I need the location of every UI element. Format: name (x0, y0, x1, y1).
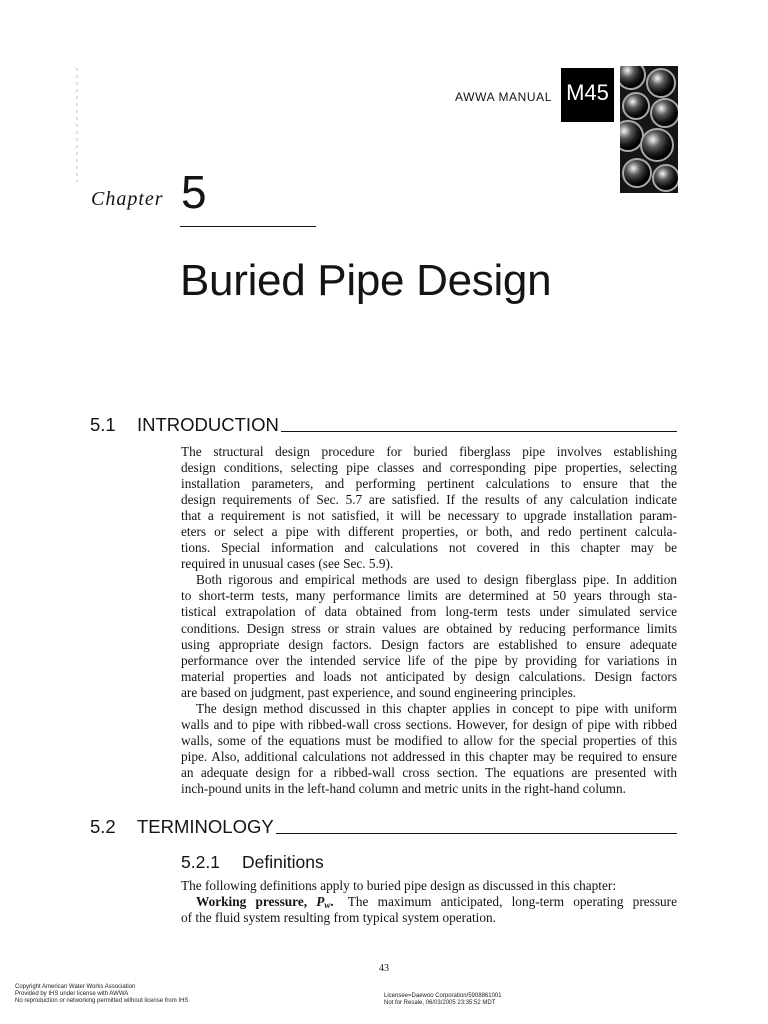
body-text-line: that a requirement is not satisfied, it will be necessary to upgrade installation param- (181, 508, 677, 524)
body-text-line: eters or select a pipe with different properties, or both, and redo pertinent calcula- (181, 524, 677, 540)
chapter-rule (180, 226, 316, 227)
pipe-end (622, 92, 650, 120)
body-text-line: inch-pound units in the left-hand column and metric units in the right-hand column. (181, 780, 626, 796)
section-title: INTRODUCTION (137, 414, 279, 435)
body-text-line: to short-term tests, many performance limits are determined at 50 years through sta- (181, 588, 677, 604)
body-text-line: design requirements of Sec. 5.7 are satisfied. If the results of any calculation indicate (181, 492, 677, 508)
pipe-end (652, 164, 678, 192)
definition-line (181, 894, 677, 910)
section-rule (276, 833, 677, 834)
body-text-line: required in unusual cases (see Sec. 5.9). (181, 556, 394, 572)
introduction-body (181, 444, 677, 797)
section-title: TERMINOLOGY (137, 816, 274, 837)
body-text-line: using appropriate design factors. Design factors are established to ensure adequate (181, 636, 677, 652)
chapter-title: Buried Pipe Design (180, 256, 552, 305)
body-text-line: walls, some of the equations must be modified to allow for the special properties of this (181, 732, 677, 748)
pipe-end (646, 68, 676, 98)
footer-copyright (15, 984, 188, 1005)
definitions-intro: The following definitions apply to buried pipe design as discussed in this chapter: (181, 878, 617, 893)
section-number: 5.1 (90, 414, 116, 435)
body-text-line: conditions. Design stress or strain values are obtained by reducing performance limits (181, 620, 677, 636)
body-text-line: are based on judgment, past experience, and sound engineering principles. (181, 684, 577, 700)
body-text-line: an adequate design for a ribbed-wall cross section. The equations are presented with (181, 764, 677, 780)
body-text-line: performance over the intended service life of the pipe by providing for variations in (181, 652, 677, 668)
section-number: 5.2 (90, 816, 116, 837)
definition-term (196, 894, 334, 909)
body-text-line: material properties and loads not anticipated by design calculations. Design factors (181, 668, 677, 684)
term-subscript: w (324, 900, 331, 911)
term-symbol: P (316, 894, 325, 910)
section-rule (281, 431, 677, 432)
pipe-end (640, 128, 674, 162)
manual-number: M45 (566, 80, 609, 105)
footer-line: Licensee=Daewoo Corporation/5908861001 (384, 993, 502, 999)
chapter-number: 5 (181, 166, 207, 218)
body-text-line: The design method discussed in this chapter applies in concept to pipe with uniform (196, 700, 677, 716)
subsection-heading-definitions (181, 851, 324, 873)
section-heading-terminology (90, 816, 677, 838)
body-text-line: pipe. Also, additional calculations not addressed in this chapter may be required to ensure (181, 748, 677, 764)
chapter-label: Chapter (91, 188, 164, 210)
subsection-number: 5.2.1 (181, 852, 220, 872)
definition-line: of the fluid system resulting from typical system operation. (181, 910, 497, 926)
manual-label: AWWA MANUAL (455, 90, 553, 104)
pipe-ends-photo (620, 66, 678, 193)
manual-number-badge (561, 68, 614, 122)
paragraph (181, 701, 677, 797)
pipe-end (650, 98, 678, 128)
paragraph (181, 572, 677, 700)
footer-line: No reproduction or networking permitted without license from IHS (15, 998, 189, 1004)
definitions-body (181, 878, 677, 926)
body-text-line: installation parameters, and performing pertinent calculations to ensure that the (181, 476, 677, 492)
body-text-line: walls and to pipe with ribbed-wall cross sections. However, for design of pipe with ribbed (181, 716, 677, 732)
body-text-line: Both rigorous and empirical methods are used to design fiberglass pipe. In addition (196, 572, 677, 588)
term-end: . (330, 894, 334, 910)
term-text: Working pressure, (196, 894, 317, 910)
margin-scan-mark (76, 68, 78, 182)
paragraph (181, 444, 677, 572)
pipe-end (622, 158, 652, 188)
definition-text: The maximum anticipated, long-term operating pressure (347, 894, 677, 910)
footer-line: Provided by IHS under license with AWWA (15, 991, 129, 997)
page-number: 43 (379, 963, 389, 974)
body-text-line: design conditions, selecting pipe classes and corresponding pipe properties, selecting (181, 460, 677, 476)
body-text-line: tistical extrapolation of data obtained from long-term tests under simulated service (181, 604, 677, 620)
subsection-title: Definitions (242, 852, 324, 872)
body-text-line: The structural design procedure for buried fiberglass pipe involves establishing (181, 444, 677, 459)
footer-line: Not for Resale, 06/03/2005 23:35:52 MDT (384, 1000, 496, 1006)
pipe-end (620, 66, 646, 90)
section-heading-introduction (90, 414, 677, 436)
body-text-line: tions. Special information and calculations not covered in this chapter may be (181, 540, 677, 556)
footer-line: Copyright American Water Works Association (15, 984, 136, 990)
footer-license (384, 993, 502, 1007)
